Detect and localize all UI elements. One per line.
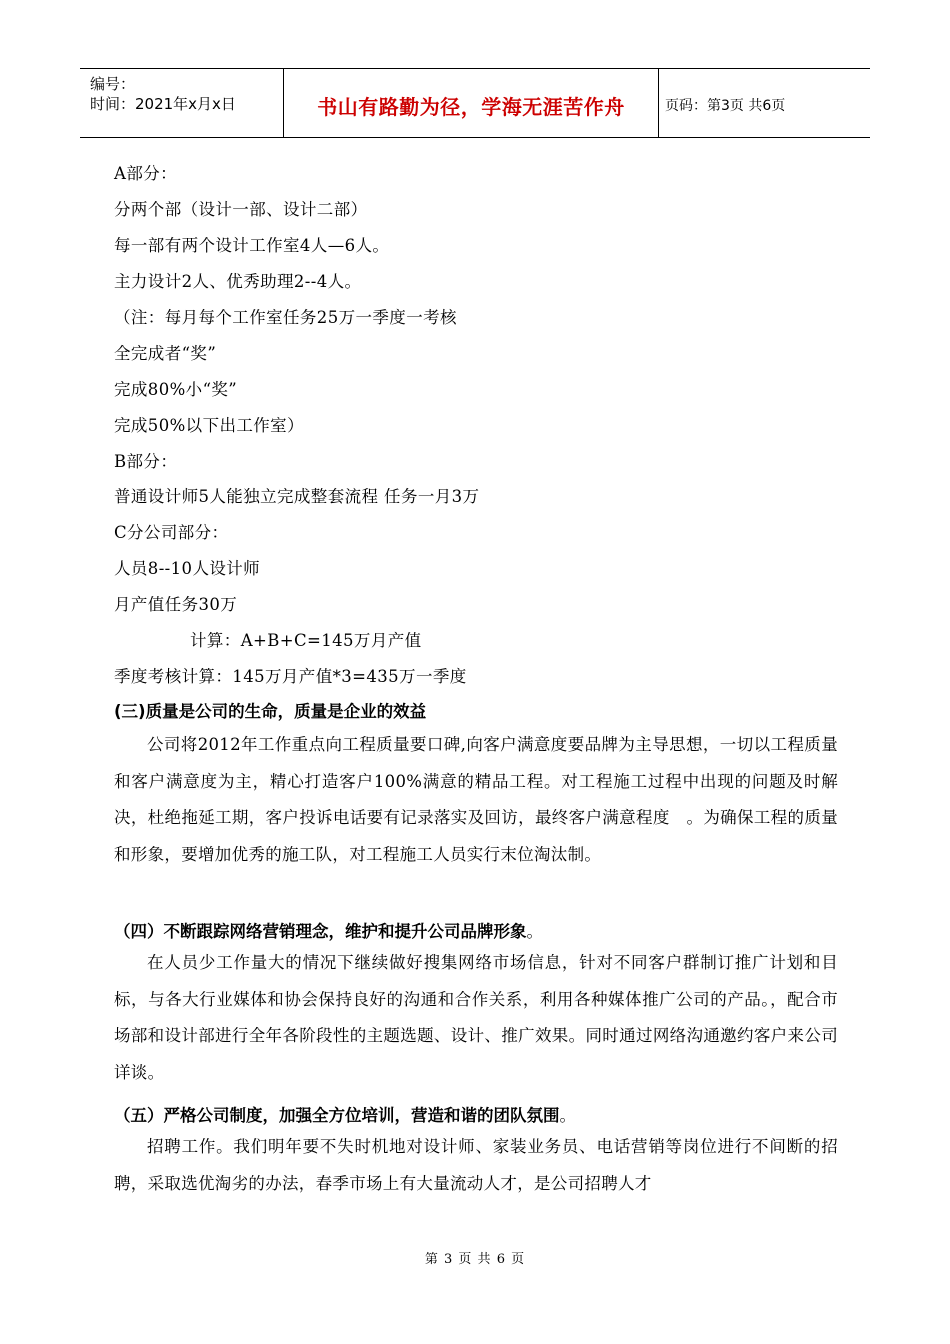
section-4-body: 在人员少工作量大的情况下继续做好搜集网络市场信息，针对不同客户群制订推广计划和目标，与各大行业媒体和协会保持良好的沟通和合作关系，利用各种媒体推广公司的产品。，配合市场部和设计部进行全年各阶段性的主题选题、设计、推广效果。同时通过网络沟通邀约客户来公司详谈。 xyxy=(114,953,838,1082)
number-label: 编号： xyxy=(90,75,136,93)
section-5-heading xyxy=(114,1102,576,1126)
section-4-heading xyxy=(114,918,543,942)
plan-line: 主力设计2人、优秀助理2--4人。 xyxy=(114,272,362,291)
header-page-cell xyxy=(659,69,870,137)
section-3-body: 公司将2012年工作重点向工程质量要口碑,向客户满意度要品牌为主导思想，一切以工程质量和客户满意度为主，精心打造客户100%满意的精品工程。对工程施工过程中出现的问题及时解决，杜绝拖延工期，客户投诉电话要有记录落实及回访，最终客户满意程度 。为确保工程的质量和形象，要增加优秀的施工队，对工程施工人员实行末位淘汰制。 xyxy=(114,735,838,864)
plan-line: 季度考核计算：145万月产值*3=435万一季度 xyxy=(114,667,467,686)
plan-line: C分公司部分： xyxy=(114,523,229,542)
header-page-number: 页码：第3页 共6页 xyxy=(665,98,786,114)
plan-line: 全完成者“奖” xyxy=(114,344,217,363)
plan-line: 分两个部（设计一部、设计二部） xyxy=(114,200,368,219)
section-5-heading-tail: 。 xyxy=(559,1106,576,1125)
plan-line: 完成80%小“奖” xyxy=(114,380,238,399)
date-label: 时间：2021年x月x日 xyxy=(90,95,236,113)
section-5-body: 招聘工作。我们明年要不失时机地对设计师、家装业务员、电话营销等岗位进行不间断的招聘，采取选优淘劣的办法，春季市场上有大量流动人才，是公司招聘人才 xyxy=(114,1137,838,1193)
plan-line: A部分： xyxy=(114,164,178,183)
header-info-cell xyxy=(80,69,284,137)
section-4-heading-tail: 。 xyxy=(526,922,543,941)
plan-line: 完成50%以下出工作室） xyxy=(114,416,304,435)
footer-page-number: 第 3 页 共 6 页 xyxy=(424,1252,526,1267)
plan-line: B部分： xyxy=(114,452,178,471)
plan-line: 每一部有两个设计工作室4人—6人。 xyxy=(114,236,390,255)
plan-line: （注：每月每个工作室任务25万一季度一考核 xyxy=(114,308,457,327)
plan-line: 月产值任务30万 xyxy=(114,595,238,614)
document-header xyxy=(80,68,870,138)
plan-line: 人员8--10人设计师 xyxy=(114,559,261,578)
section-4-heading-text: （四）不断跟踪网络营销理念，维护和提升公司品牌形象 xyxy=(114,922,527,941)
plan-line: 普通设计师5人能独立完成整套流程 任务一月3万 xyxy=(114,487,480,506)
motto-text: 书山有路勤为径，学海无涯苦作舟 xyxy=(317,95,625,119)
section-5-heading-text: （五）严格公司制度，加强全方位培训，营造和谐的团队氛围 xyxy=(114,1106,560,1125)
header-motto-cell xyxy=(284,69,659,137)
section-3-heading xyxy=(114,698,426,722)
section-3-heading-text: (三)质量是公司的生命，质量是企业的效益 xyxy=(114,702,427,721)
plan-line: 计算：A+B+C=145万月产值 xyxy=(190,631,422,650)
